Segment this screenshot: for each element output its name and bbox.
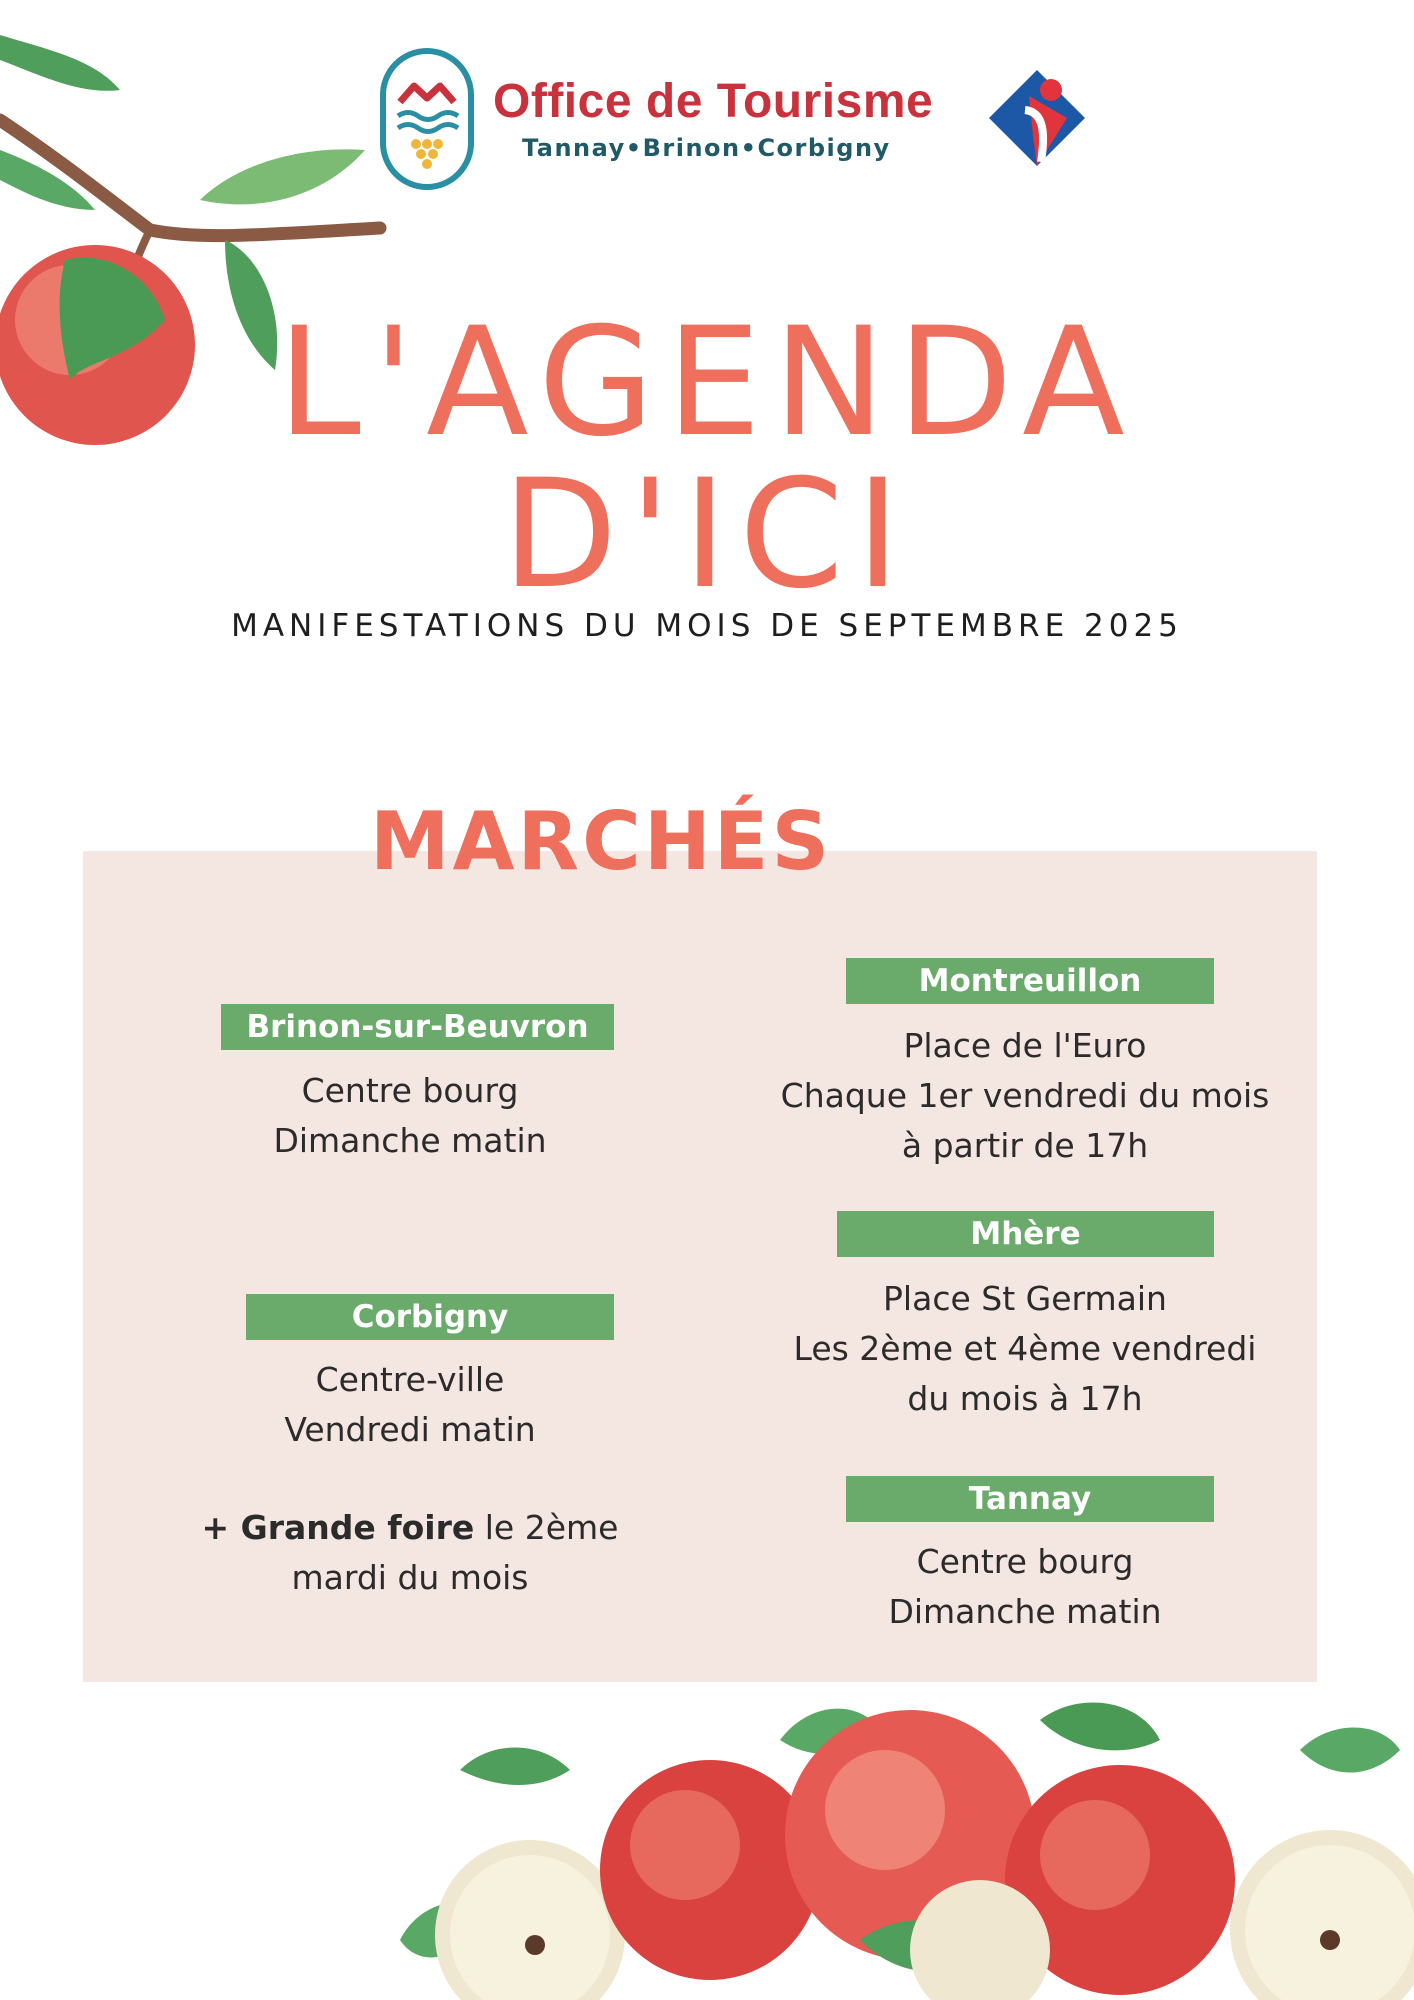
agenda-title-line1: L'AGENDA [277,296,1137,470]
corbigny-fair-bold: + Grande foire [201,1508,475,1547]
info-i-icon [985,66,1087,170]
market-tag-mhere: Mhère [837,1211,1214,1257]
market-info-brinon [200,1066,620,1166]
tannay-location: Centre bourg [916,1542,1134,1581]
market-tag-montreuillon: Montreuillon [846,958,1214,1004]
montreuillon-location: Place de l'Euro [903,1026,1147,1065]
montreuillon-schedule: Chaque 1er vendredi du mois [780,1076,1270,1115]
corbigny-fair-note [190,1503,630,1603]
corbigny-fair-rest: le 2ème [474,1508,619,1547]
office-title: Office de Tourisme [493,75,934,128]
market-info-montreuillon [740,1021,1310,1171]
tourism-logo-icon [380,48,474,190]
office-subtitle: Tannay•Brinon•Corbigny [522,134,891,162]
agenda-subtitle: MANIFESTATIONS DU MOIS DE SEPTEMBRE 2025 [231,608,1183,644]
market-tag-brinon: Brinon-sur-Beuvron [221,1004,614,1050]
brinon-location: Centre bourg [301,1071,519,1110]
corbigny-location: Centre-ville [315,1360,505,1399]
brinon-schedule: Dimanche matin [273,1121,547,1160]
montreuillon-time: à partir de 17h [901,1126,1149,1165]
markets-section-title: MARCHÉS [370,795,833,888]
corbigny-schedule: Vendredi matin [284,1410,536,1449]
corbigny-fair-line2: mardi du mois [291,1558,529,1597]
market-tag-tannay: Tannay [846,1476,1214,1522]
market-info-tannay [810,1537,1240,1637]
apples-pile-illustration [340,1680,1414,2000]
mhere-location: Place St Germain [883,1279,1167,1318]
tannay-schedule: Dimanche matin [888,1592,1162,1631]
market-info-corbigny [200,1355,620,1455]
agenda-title-line2: D'ICI [502,448,912,622]
market-info-mhere [760,1274,1290,1424]
market-tag-corbigny: Corbigny [246,1294,614,1340]
mhere-time: du mois à 17h [907,1379,1143,1418]
mhere-schedule: Les 2ème et 4ème vendredi [793,1329,1257,1368]
